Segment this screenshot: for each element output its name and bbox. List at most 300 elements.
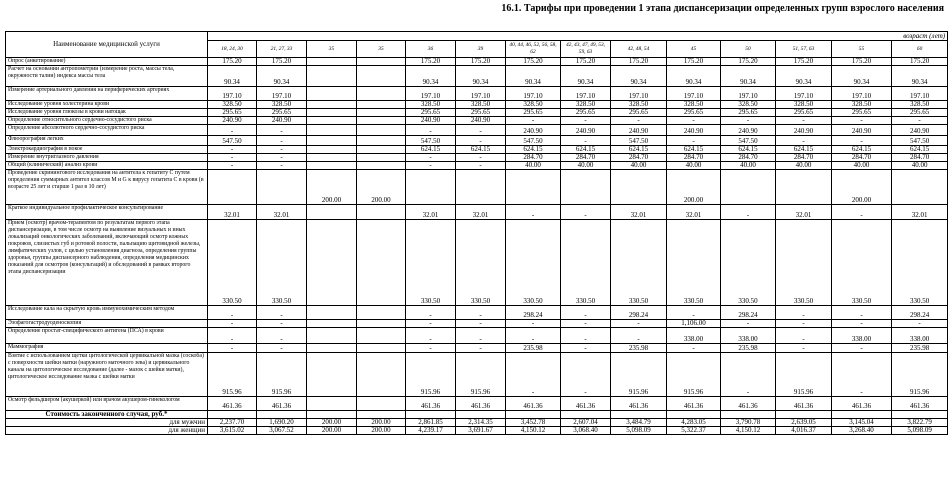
tariff-value: 240.90: [832, 125, 892, 136]
tariff-value: 547.50: [611, 136, 667, 146]
tariff-value: 90.34: [506, 66, 561, 87]
tariff-value: -: [406, 154, 456, 162]
table-row: [6, 87, 948, 101]
table-row: [6, 58, 948, 66]
total-value: 5,098.09: [611, 427, 667, 435]
age-column-header: 18, 24, 30: [208, 41, 257, 58]
tariff-value: 915.96: [892, 353, 948, 397]
total-value: 200.00: [307, 419, 357, 427]
tariff-value: -: [257, 125, 307, 136]
tariff-value: 240.90: [611, 125, 667, 136]
tariff-value: 461.36: [208, 397, 257, 411]
tariff-value: -: [561, 117, 611, 125]
tariff-value: 624.15: [561, 146, 611, 154]
tariff-value: 200.00: [307, 170, 357, 205]
tariff-value: 240.90: [776, 125, 832, 136]
tariff-value: -: [561, 320, 611, 328]
total-value: 4,239.17: [406, 427, 456, 435]
tariff-value: [307, 125, 357, 136]
tariff-value: 547.50: [406, 136, 456, 146]
tariff-value: -: [776, 136, 832, 146]
tariff-value: 40.00: [832, 162, 892, 170]
tariff-value: 40.00: [721, 162, 776, 170]
tariff-value: 298.24: [892, 306, 948, 320]
empty-cell: [892, 411, 948, 419]
total-value: 5,098.09: [892, 427, 948, 435]
tariff-value: 624.15: [456, 146, 506, 154]
tariff-value: -: [257, 344, 307, 353]
total-value: 3,790.78: [721, 419, 776, 427]
tariff-value: -: [208, 125, 257, 136]
total-row-female: [6, 427, 948, 435]
table-row: [6, 353, 948, 397]
tariff-value: -: [561, 136, 611, 146]
age-column-header: 21, 27, 33: [257, 41, 307, 58]
tariff-value: 330.50: [776, 220, 832, 306]
tariff-value: 284.70: [561, 154, 611, 162]
tariff-value: 197.10: [832, 87, 892, 101]
table-row: [6, 306, 948, 320]
tariff-value: 295.65: [892, 109, 948, 117]
tariff-value: -: [776, 306, 832, 320]
tariff-value: [357, 353, 406, 397]
tariff-value: [357, 205, 406, 220]
tariff-value: -: [406, 125, 456, 136]
table-row: [6, 205, 948, 220]
tariff-value: 284.70: [776, 154, 832, 162]
age-column-header: 42, 43, 47, 49, 53, 59, 63: [561, 41, 611, 58]
tariff-value: 330.50: [721, 220, 776, 306]
tariff-value: 295.65: [406, 109, 456, 117]
tariff-value: -: [208, 154, 257, 162]
tariff-value: 330.50: [257, 220, 307, 306]
tariff-value: 295.65: [721, 109, 776, 117]
table-row: [6, 136, 948, 146]
tariff-value: -: [456, 162, 506, 170]
tariff-value: 295.65: [208, 109, 257, 117]
tariff-value: [721, 170, 776, 205]
tariff-value: -: [257, 306, 307, 320]
tariff-value: 547.50: [721, 136, 776, 146]
total-value: 3,067.52: [257, 427, 307, 435]
tariff-value: 32.01: [776, 205, 832, 220]
tariff-value: [357, 109, 406, 117]
tariff-value: 90.34: [611, 66, 667, 87]
tariff-value: -: [832, 306, 892, 320]
total-value: 3,691.67: [456, 427, 506, 435]
tariff-value: 624.15: [776, 146, 832, 154]
tariff-value: 1,106.00: [667, 320, 721, 328]
total-value: 1,690.20: [257, 419, 307, 427]
tariff-value: -: [456, 136, 506, 146]
tariff-value: -: [208, 306, 257, 320]
table-row: [6, 220, 948, 306]
tariff-value: 197.10: [257, 87, 307, 101]
tariff-value: [208, 170, 257, 205]
tariff-value: 624.15: [611, 146, 667, 154]
age-column-header: 40, 44, 46, 52, 56, 58, 62: [506, 41, 561, 58]
tariff-value: 461.36: [456, 397, 506, 411]
service-name: Исследование уровня глюкозы в крови натощак: [6, 109, 208, 117]
tariff-value: 284.70: [506, 154, 561, 162]
tariff-value: [561, 170, 611, 205]
tariff-value: 235.98: [721, 344, 776, 353]
age-column-header: 51, 57, 63: [776, 41, 832, 58]
tariff-value: 90.34: [892, 66, 948, 87]
tariff-value: 40.00: [611, 162, 667, 170]
table-row: [6, 344, 948, 353]
empty-cell: [456, 411, 506, 419]
total-value: 3,615.02: [208, 427, 257, 435]
tariff-value: -: [667, 306, 721, 320]
tariff-value: -: [776, 344, 832, 353]
tariff-value: -: [506, 353, 561, 397]
tariff-value: 284.70: [892, 154, 948, 162]
empty-cell: [357, 411, 406, 419]
tariff-value: 197.10: [611, 87, 667, 101]
tariff-value: -: [456, 125, 506, 136]
tariff-value: 328.50: [721, 101, 776, 109]
tariff-value: -: [208, 344, 257, 353]
empty-cell: [208, 411, 257, 419]
tariff-value: -: [721, 320, 776, 328]
tariff-value: -: [721, 117, 776, 125]
tariff-value: [357, 220, 406, 306]
tariff-value: 338.00: [667, 328, 721, 344]
tariff-value: -: [561, 344, 611, 353]
tariff-value: 240.90: [406, 117, 456, 125]
tariff-value: 90.34: [456, 66, 506, 87]
tariff-value: 624.15: [667, 146, 721, 154]
tariff-value: 328.50: [776, 101, 832, 109]
tariff-value: 175.20: [892, 58, 948, 66]
tariff-value: 175.20: [667, 58, 721, 66]
tariff-value: -: [832, 136, 892, 146]
tariff-value: [357, 58, 406, 66]
empty-cell: [611, 411, 667, 419]
tariff-value: 240.90: [561, 125, 611, 136]
tariff-value: -: [257, 154, 307, 162]
tariff-value: [776, 170, 832, 205]
tariff-value: [357, 397, 406, 411]
tariff-value: -: [406, 328, 456, 344]
tariff-value: 328.50: [456, 101, 506, 109]
tariff-value: 32.01: [892, 205, 948, 220]
tariff-value: 175.20: [776, 58, 832, 66]
total-value: 2,237.70: [208, 419, 257, 427]
tariff-value: 90.34: [406, 66, 456, 87]
tariff-value: -: [892, 320, 948, 328]
tariff-value: 330.50: [506, 220, 561, 306]
empty-cell: [776, 411, 832, 419]
tariff-value: 328.50: [561, 101, 611, 109]
tariff-value: -: [208, 320, 257, 328]
total-value: 3,452.78: [506, 419, 561, 427]
tariff-value: 32.01: [406, 205, 456, 220]
tariff-value: -: [832, 353, 892, 397]
tariff-value: -: [561, 306, 611, 320]
tariff-value: 915.96: [257, 353, 307, 397]
tariff-value: 624.15: [506, 146, 561, 154]
tariff-value: 330.50: [667, 220, 721, 306]
tariff-value: 338.00: [892, 328, 948, 344]
service-name: Исследование уровня холестерина крови: [6, 101, 208, 109]
tariff-value: 197.10: [721, 87, 776, 101]
empty-cell: [506, 411, 561, 419]
tariff-value: 197.10: [208, 87, 257, 101]
tariff-value: 461.36: [406, 397, 456, 411]
tariff-value: 461.36: [832, 397, 892, 411]
tariff-value: 915.96: [776, 353, 832, 397]
age-column-header: 39: [456, 41, 506, 58]
service-name: Опрос (анкетирование): [6, 58, 208, 66]
table-row: [6, 101, 948, 109]
tariff-value: 338.00: [721, 328, 776, 344]
tariff-value: -: [208, 162, 257, 170]
tariff-table: [5, 31, 948, 435]
tariff-value: [307, 66, 357, 87]
tariff-value: 175.20: [456, 58, 506, 66]
tariff-value: -: [776, 117, 832, 125]
tariff-value: [307, 162, 357, 170]
tariff-value: 235.98: [892, 344, 948, 353]
tariff-value: [357, 328, 406, 344]
tariff-value: 915.96: [667, 353, 721, 397]
tariff-value: 40.00: [561, 162, 611, 170]
table-row: [6, 162, 948, 170]
tariff-value: 240.90: [892, 125, 948, 136]
tariff-value: 330.50: [561, 220, 611, 306]
service-name: Маммография: [6, 344, 208, 353]
tariff-value: -: [208, 328, 257, 344]
tariff-value: 295.65: [667, 109, 721, 117]
tariff-value: 32.01: [257, 205, 307, 220]
tariff-value: 298.24: [611, 306, 667, 320]
tariff-value: 461.36: [611, 397, 667, 411]
tariff-value: -: [406, 162, 456, 170]
tariff-value: 240.90: [456, 117, 506, 125]
total-value: 4,016.37: [776, 427, 832, 435]
service-name: Расчет на основании антропометрии (измерение роста, массы тела, окружности талии) индекса массы тела: [6, 66, 208, 87]
tariff-value: 624.15: [721, 146, 776, 154]
cost-title-row: [6, 411, 948, 419]
cost-title: Стоимость законченного случая, руб.*: [6, 411, 208, 419]
total-value: 4,150.12: [506, 427, 561, 435]
total-value: 2,639.05: [776, 419, 832, 427]
service-name: Эзофагогастродуоденоскопия: [6, 320, 208, 328]
age-group-header: возраст (лет): [208, 32, 948, 41]
tariff-value: 295.65: [776, 109, 832, 117]
tariff-value: [307, 205, 357, 220]
tariff-value: 197.10: [456, 87, 506, 101]
tariff-value: -: [776, 328, 832, 344]
tariff-value: -: [406, 306, 456, 320]
tariff-value: [307, 154, 357, 162]
tariff-value: -: [257, 146, 307, 154]
tariff-value: 328.50: [611, 101, 667, 109]
age-column-header: 50: [721, 41, 776, 58]
tariff-value: [357, 344, 406, 353]
total-label: для мужчин: [6, 419, 208, 427]
tariff-value: -: [832, 344, 892, 353]
tariff-value: 40.00: [892, 162, 948, 170]
tariff-value: -: [257, 328, 307, 344]
tariff-value: -: [506, 205, 561, 220]
tariff-value: [307, 344, 357, 353]
tariff-value: 328.50: [506, 101, 561, 109]
tariff-value: 915.96: [208, 353, 257, 397]
tariff-value: -: [456, 344, 506, 353]
age-column-header: 35: [307, 41, 357, 58]
tariff-value: 175.20: [832, 58, 892, 66]
tariff-value: 328.50: [832, 101, 892, 109]
tariff-value: -: [892, 117, 948, 125]
total-value: 200.00: [357, 427, 406, 435]
tariff-value: [307, 353, 357, 397]
page-title: 16.1. Тарифы при проведении 1 этапа диспансеризации определенных групп взрослого населения: [501, 3, 944, 14]
total-value: 200.00: [307, 427, 357, 435]
empty-cell: [721, 411, 776, 419]
tariff-value: 284.70: [611, 154, 667, 162]
tariff-value: [357, 136, 406, 146]
tariff-value: 32.01: [611, 205, 667, 220]
tariff-value: [307, 146, 357, 154]
age-column-header: 36: [406, 41, 456, 58]
tariff-value: -: [406, 344, 456, 353]
table-row: [6, 125, 948, 136]
total-value: 3,145.04: [832, 419, 892, 427]
age-column-header: 60: [892, 41, 948, 58]
tariff-value: 175.20: [506, 58, 561, 66]
tariff-value: 915.96: [456, 353, 506, 397]
total-value: 4,283.05: [667, 419, 721, 427]
tariff-value: 328.50: [667, 101, 721, 109]
tariff-value: 295.65: [561, 109, 611, 117]
tariff-value: 330.50: [406, 220, 456, 306]
tariff-value: 295.65: [456, 109, 506, 117]
service-column-header: Наименование медицинской услуги: [6, 32, 208, 58]
tariff-value: 40.00: [667, 162, 721, 170]
tariff-value: 32.01: [208, 205, 257, 220]
service-name: Измерение внутриглазного давления: [6, 154, 208, 162]
service-name: Определение абсолютного сердечно-сосудистого риска: [6, 125, 208, 136]
tariff-value: 328.50: [208, 101, 257, 109]
tariff-value: 547.50: [506, 136, 561, 146]
service-name: Определение относительного сердечно-сосудистого риска: [6, 117, 208, 125]
tariff-value: 240.90: [257, 117, 307, 125]
total-value: 2,861.85: [406, 419, 456, 427]
tariff-value: 200.00: [357, 170, 406, 205]
table-row: [6, 328, 948, 344]
tariff-value: -: [611, 320, 667, 328]
table-row: [6, 109, 948, 117]
tariff-value: 295.65: [257, 109, 307, 117]
tariff-value: 90.34: [208, 66, 257, 87]
tariff-value: -: [611, 328, 667, 344]
tariff-value: 461.36: [721, 397, 776, 411]
tariff-value: 330.50: [611, 220, 667, 306]
tariff-value: 90.34: [721, 66, 776, 87]
total-value: 4,150.12: [721, 427, 776, 435]
tariff-value: -: [832, 320, 892, 328]
tariff-value: 330.50: [892, 220, 948, 306]
empty-cell: [307, 411, 357, 419]
tariff-value: -: [456, 320, 506, 328]
tariff-value: [307, 117, 357, 125]
tariff-value: 235.98: [611, 344, 667, 353]
service-name: Проведение скринингового исследования на антитела к гепатиту С путем определения суммарных антител классов М и G к вирусу гепатита С в крови (в возрасте 25 лет и старше 1 раз в 10 лет): [6, 170, 208, 205]
tariff-value: -: [456, 306, 506, 320]
tariff-value: -: [506, 328, 561, 344]
service-name: Исследование кала на скрытую кровь иммунохимическим методом: [6, 306, 208, 320]
tariff-value: 284.70: [667, 154, 721, 162]
tariff-value: 240.90: [721, 125, 776, 136]
tariff-value: 461.36: [257, 397, 307, 411]
tariff-value: -: [257, 320, 307, 328]
age-column-header: 55: [832, 41, 892, 58]
tariff-value: [357, 87, 406, 101]
service-name: Электрокардиография в покое: [6, 146, 208, 154]
tariff-value: -: [832, 117, 892, 125]
service-name: Взятие с использованием щетки цитологической цервикальной мазка (соскоба) с поверхности шейки матки (наружного маточного зева) и цервикального канала на цитологическое исследование (далее - мазок с шейки матки), цитологическое исследование мазка с шейки матки: [6, 353, 208, 397]
service-name: Прием (осмотр) врачом-терапевтом по результатам первого этапа диспансеризации, в том числе осмотр на выявление визуальных и иных локализаций онкологических заболеваний, включающий осмотр кожных покровов, слизистых губ и ротовой полости, пальпацию щитовидной железы, лимфатических узлов, с целью установления диагноза, определения группы здоровья, группы диспансерного наблюдения, определения медицинских показаний для осмотров (консультаций) и обследований в рамках второго этапа диспансеризации: [6, 220, 208, 306]
tariff-value: [307, 306, 357, 320]
tariff-value: [357, 101, 406, 109]
age-column-header: 35: [357, 41, 406, 58]
service-name: Осмотр фельдшером (акушеркой) или врачом акушером-гинекологом: [6, 397, 208, 411]
service-name: Определение простат-специфического антигена (ПСА) в крови: [6, 328, 208, 344]
total-value: 3,268.40: [832, 427, 892, 435]
tariff-value: 90.34: [561, 66, 611, 87]
table-row: [6, 154, 948, 162]
tariff-value: 295.65: [832, 109, 892, 117]
tariff-value: 328.50: [892, 101, 948, 109]
tariff-value: 461.36: [561, 397, 611, 411]
service-name: Измерение артериального давления на периферических артериях: [6, 87, 208, 101]
tariff-value: 197.10: [561, 87, 611, 101]
service-name: Флюорография легких: [6, 136, 208, 146]
tariff-value: -: [667, 117, 721, 125]
tariff-value: 200.00: [832, 170, 892, 205]
tariff-value: 32.01: [667, 205, 721, 220]
service-name: Краткое индивидуальное профилактическое консультирование: [6, 205, 208, 220]
tariff-value: 547.50: [892, 136, 948, 146]
tariff-value: [456, 170, 506, 205]
tariff-value: -: [257, 136, 307, 146]
table-row: [6, 146, 948, 154]
tariff-value: 328.50: [406, 101, 456, 109]
tariff-value: 624.15: [832, 146, 892, 154]
tariff-value: 295.65: [611, 109, 667, 117]
tariff-value: -: [832, 205, 892, 220]
tariff-value: 624.15: [406, 146, 456, 154]
tariff-value: [357, 66, 406, 87]
tariff-value: 330.50: [832, 220, 892, 306]
tariff-value: [406, 170, 456, 205]
tariff-value: 175.20: [561, 58, 611, 66]
tariff-value: -: [208, 146, 257, 154]
tariff-value: 284.70: [721, 154, 776, 162]
tariff-value: [892, 170, 948, 205]
tariff-value: 330.50: [208, 220, 257, 306]
tariff-value: -: [456, 328, 506, 344]
total-value: 3,484.79: [611, 419, 667, 427]
tariff-value: [307, 101, 357, 109]
tariff-value: -: [667, 344, 721, 353]
total-value: 2,314.35: [456, 419, 506, 427]
empty-cell: [257, 411, 307, 419]
tariff-value: [307, 109, 357, 117]
